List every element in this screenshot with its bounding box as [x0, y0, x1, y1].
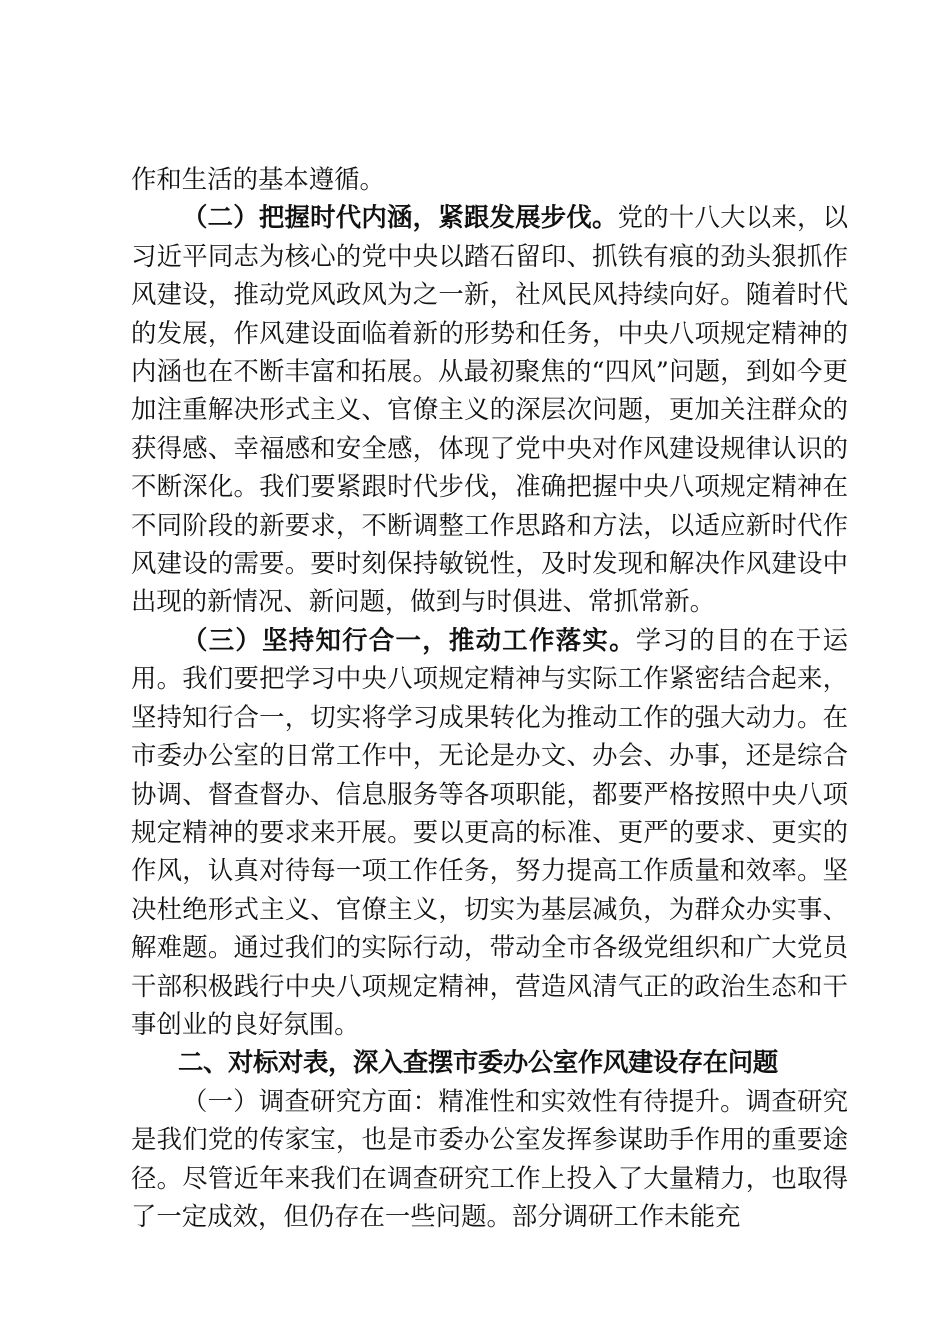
- section-heading: 二、对标对表，深入查摆市委办公室作风建设存在问题: [178, 1047, 778, 1078]
- paragraph-investigation: [131, 1082, 848, 1236]
- paragraph-text: 学习的目的在于运用。我们要把学习中央八项规定精神与实际工作紧密结合起来，坚持知行合一，切实将学习成果转化为推动工作的强大动力。在市委办公室的日常工作中，无论是办文、办会、办事，还是综合协调、督查督办、信息服务等各项职能，都要严格按照中央八项规定精神的要求来开展。要以更高的标准、更严的要求、更实的作风，认真对待每一项工作任务，努力提高工作质量和效率。坚决杜绝形式主义、官僚主义，切实为基层减负，为群众办实事、解难题。通过我们的实际行动，带动全市各级党组织和广大党员干部积极践行中央八项规定精神，营造风清气正的政治生态和干事创业的良好氛围。: [131, 624, 849, 1039]
- paragraph-grasp-era: [131, 198, 848, 620]
- document-body: [131, 160, 848, 1235]
- paragraph-unity-knowledge-action: [131, 621, 848, 1043]
- paragraph-text: 党的十八大以来，以习近平同志为核心的党中央以踏石留印、抓铁有痕的劲头狠抓作风建设，推动党风政风为之一新，社风民风持续向好。随着时代的发展，作风建设面临着新的形势和任务，中央八项规定精神的内涵也在不断丰富和拓展。从最初聚焦的“四风”问题，到如今更加注重解决形式主义、官僚主义的深层次问题，更加关注群众的获得感、幸福感和安全感，体现了党中央对作风建设规律认识的不断深化。我们要紧跟时代步伐，准确把握中央八项规定精神在不同阶段的新要求，不断调整工作思路和方法，以适应新时代作风建设的需要。要时刻保持敏锐性，及时发现和解决作风建设中出现的新情况、新问题，做到与时俱进、常抓常新。: [131, 202, 849, 617]
- paragraph-text: 精准性和实效性有待提升。调查研究是我们党的传家宝，也是市委办公室发挥参谋助手作用的重要途径。尽管近年来我们在调查研究工作上投入了大量精力，也取得了一定成效，但仍存在一些问题。部分调研工作未能充: [131, 1085, 849, 1231]
- paragraph-lead: （一）调查研究方面：: [182, 1085, 439, 1116]
- paragraph-continuation: [131, 160, 848, 198]
- paragraph-lead: （三）坚持知行合一，推动工作落实。: [182, 624, 636, 655]
- paragraph-text: 作和生活的基本遵循。: [131, 164, 385, 194]
- paragraph-lead: （二）把握时代内涵，紧跟发展步伐。: [182, 202, 618, 233]
